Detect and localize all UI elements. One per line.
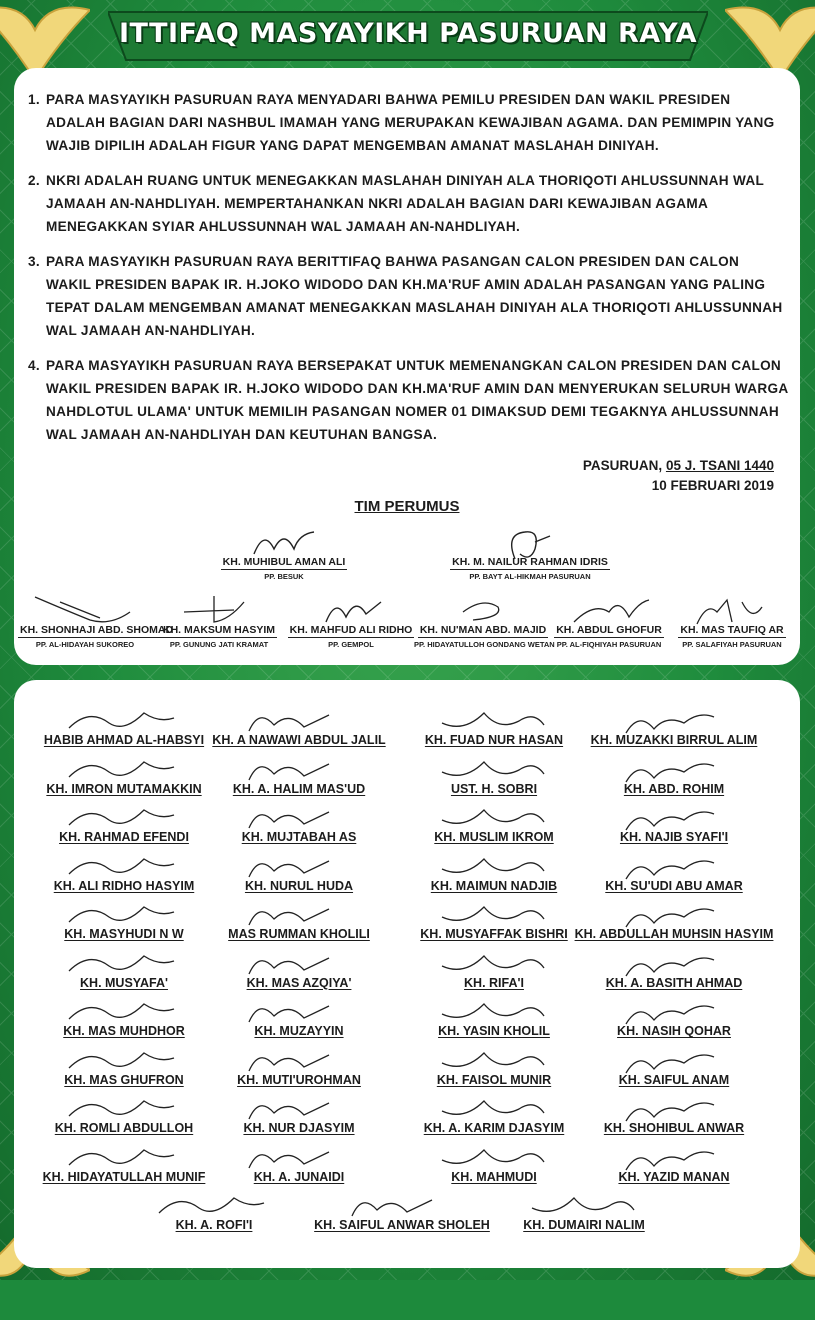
signatory-name: KH. NAJIB SYAFI'I [619, 830, 729, 844]
signatory [24, 879, 224, 893]
perumus-signature [414, 620, 555, 649]
signatory [394, 879, 594, 893]
point-number: 1. [28, 92, 40, 107]
signatory [574, 976, 774, 990]
signatory-name: KH. MUTI'UROHMAN [237, 1072, 361, 1087]
signatory [24, 1121, 224, 1135]
signatory [24, 976, 224, 990]
perumus-signature [450, 552, 610, 581]
perumus-org: PP. AL-FIQHIYAH PASURUAN [556, 640, 662, 649]
signatory-name: KH. MAS MUHDHOR [63, 1024, 185, 1038]
signatory-name: KH. NURUL HUDA [244, 878, 354, 893]
signatory [24, 1024, 224, 1038]
signatory [199, 1024, 399, 1038]
signatory-name: UST. H. SOBRI [450, 781, 538, 796]
perumus-signature [550, 620, 668, 649]
signatory-name: KH. MUJTABAH AS [241, 830, 357, 844]
signatory-name: KH. RAHMAD EFENDI [59, 830, 189, 844]
perumus-org: PP. GUNUNG JATI KRAMAT [169, 640, 269, 649]
point-text: PARA MASYAYIKH PASURUAN RAYA MENYADARI BAHWA PEMILU PRESIDEN DAN WAKIL PRESIDEN ADALAH BAGIAN DARI NASHBUL IMAMAH YANG MERUPAKAN KEWAJIBAN AGAMA. DAN PEMIMPIN YANG WAJIB DIPILIH ADALAH FIGUR YANG DAPAT MENGEMBAN AMANAT MASLAHAH DINIYAH. [46, 92, 775, 153]
signatory-name: KH. ROMLI ABDULLOH [54, 1121, 194, 1135]
point-text: NKRI ADALAH RUANG UNTUK MENEGAKKAN MASLAHAH DINIYAH ALA THORIQOTI AHLUSSUNNAH WAL JAMAAH AN-NAHDLIYAH. MEMPERTAHANKAN NKRI ADALAH BAGIAN DARI KEWAJIBAN AGAMA MENEGAKKAN SYIAR AHLUSSUNNAH WAL JAMAAH AN-NAHDLIYAH. [46, 173, 764, 234]
signatory [574, 733, 774, 747]
page-title: ITTIFAQ MASYAYIKH PASURUAN RAYA [119, 18, 697, 49]
statement-point [28, 250, 788, 342]
signatory [394, 1024, 594, 1038]
signatory-name: KH. MUZAKKI BIRRUL ALIM [590, 733, 758, 747]
point-number: 2. [28, 173, 40, 188]
signatory-name: KH. ALI RIDHO HASYIM [53, 878, 195, 893]
signatory-name: HABIB AHMAD AL-HABSYI [43, 733, 205, 747]
signatory [574, 1024, 774, 1038]
signatory-name: KH. A. ROFI'I [175, 1218, 253, 1232]
perumus-org: PP. BESUK [264, 572, 304, 581]
signatory-name: KH. YAZID MANAN [618, 1169, 730, 1184]
signatory-name: KH. SAIFUL ANAM [618, 1072, 730, 1087]
signatory [24, 1073, 224, 1087]
signatory [114, 1218, 314, 1232]
signatory [24, 1170, 224, 1184]
signatory [199, 830, 399, 844]
signatory-name: KH. MAHMUDI [451, 1169, 537, 1184]
perumus-org: PP. BAYT AL-HIKMAH PASURUAN [469, 572, 591, 581]
signatory [574, 879, 774, 893]
signatory-name: KH. NASIH QOHAR [617, 1024, 731, 1038]
statement-points [28, 88, 788, 458]
signatory [199, 1170, 399, 1184]
signatory-name: KH. MUSYAFFAK BISHRI [420, 927, 568, 941]
signatory-name: KH. A. BASITH AHMAD [605, 975, 743, 990]
signatory-name: KH. SU'UDI ABU AMAR [605, 878, 743, 893]
signatory [394, 830, 594, 844]
signatory-name: KH. A. HALIM MAS'UD [232, 781, 366, 796]
signatory [199, 1121, 399, 1135]
signatory [24, 830, 224, 844]
perumus-name: KH. MUHIBUL AMAN ALI [222, 556, 346, 568]
signatory [394, 976, 594, 990]
signatory-name: KH. A NAWAWI ABDUL JALIL [212, 733, 386, 747]
signatory-name: KH. NUR DJASYIM [243, 1121, 355, 1135]
perumus-signature [209, 552, 359, 581]
signatory [199, 782, 399, 796]
signatory-name: MAS RUMMAN KHOLILI [228, 927, 370, 941]
date-hijri: 05 J. TSANI 1440 [665, 458, 774, 473]
statement-point [28, 169, 788, 238]
perumus-org: PP. SALAFIYAH PASURUAN [682, 640, 782, 649]
perumus-signature [670, 620, 794, 649]
title-banner [108, 6, 708, 66]
signatory-name: KH. RIFA'I [464, 975, 524, 990]
signature-icon [244, 524, 324, 558]
point-number: 4. [28, 358, 40, 373]
signatory-name: KH. SAIFUL ANWAR SHOLEH [314, 1218, 490, 1232]
signatory [394, 1121, 594, 1135]
signatory-name: KH. ABD. ROHIM [623, 781, 725, 796]
signatory-name: KH. MUSYAFA' [80, 975, 168, 990]
place-prefix: PASURUAN, [582, 458, 663, 473]
signatory-name: KH. HIDAYATULLAH MUNIF [42, 1169, 206, 1184]
perumus-name: KH. ABDUL GHOFUR [556, 624, 662, 636]
statement-point [28, 354, 788, 446]
perumus-name: KH. MAS TAUFIQ AR [680, 624, 784, 636]
signature-icon [311, 592, 391, 626]
signature-icon [174, 592, 264, 626]
signatory [574, 782, 774, 796]
signatory-name: KH. A. KARIM DJASYIM [423, 1121, 565, 1135]
date-masehi: 10 FEBRUARI 2019 [651, 478, 774, 493]
signature-icon [30, 592, 140, 626]
signatory [24, 927, 224, 941]
signature-icon [443, 592, 523, 626]
perumus-name: KH. MAKSUM HASYIM [163, 624, 275, 636]
point-text: PARA MASYAYIKH PASURUAN RAYA BERSEPAKAT UNTUK MEMENANGKAN CALON PRESIDEN DAN CALON WAKIL PRESIDEN BAPAK IR. H.JOKO WIDODO DAN KH.MA'RUF AMIN DAN MENYERUKAN SELURUH WARGA NAHDLOTUL ULAMA' UNTUK MEMILIH PASANGAN NOMER 01 DIMAKSUD DEMI TEGAKNYA AHLUSSUNNAH WAL JAMAAH AN-NAHDLIYAH DAN KEUTUHAN BANGSA. [46, 358, 788, 442]
signatory [394, 1073, 594, 1087]
signatory [574, 1170, 774, 1184]
signatory [484, 1218, 684, 1232]
signatory-name: KH. MAS GHUFRON [64, 1072, 184, 1087]
place-and-date [583, 456, 774, 496]
signatory-name: KH. MUZAYYIN [254, 1024, 344, 1038]
perumus-name: KH. MAHFUD ALI RIDHO [289, 624, 413, 636]
signatory-name: KH. FUAD NUR HASAN [424, 733, 564, 747]
signatory-name: KH. MUSLIM IKROM [434, 830, 554, 844]
perumus-signature [154, 620, 284, 649]
signatory-name: KH. MASYHUDI N W [64, 927, 184, 941]
perumus-name: KH. SHONHAJI ABD. SHOMAD [20, 624, 174, 636]
perumus-signature [18, 620, 174, 649]
signatory-name: KH. IMRON MUTAMAKKIN [46, 781, 202, 796]
signatory-name: KH. FAISOL MUNIR [436, 1072, 552, 1087]
signatory [199, 976, 399, 990]
perumus-org: PP. AL-HIDAYAH SUKOREO [35, 640, 135, 649]
signatory-name: KH. DUMAIRI NALIM [523, 1218, 645, 1232]
tim-perumus-heading: TIM PERUMUS [354, 498, 460, 515]
signatory-name: KH. YASIN KHOLIL [438, 1024, 550, 1038]
signatory-name: KH. A. JUNAIDI [253, 1169, 345, 1184]
point-number: 3. [28, 254, 40, 269]
signatory [199, 1073, 399, 1087]
signatory [24, 733, 224, 747]
perumus-org: PP. HIDAYATULLOH GONDANG WETAN [414, 640, 555, 649]
perumus-name: KH. M. NAILUR RAHMAN IDRIS [452, 556, 608, 568]
signatory [302, 1218, 502, 1232]
signatory [199, 879, 399, 893]
signatory [394, 1170, 594, 1184]
signatory [574, 1121, 774, 1135]
signatory [199, 927, 399, 941]
signatory [394, 782, 594, 796]
perumus-name: KH. NU'MAN ABD. MAJID [419, 624, 547, 636]
perumus-signature [286, 620, 416, 649]
perumus-org: PP. GEMPOL [328, 640, 374, 649]
signatory [199, 733, 399, 747]
signatory [574, 830, 774, 844]
signatories-panel [14, 680, 800, 1268]
signatory [394, 733, 594, 747]
signatory-name: KH. SHOHIBUL ANWAR [603, 1121, 745, 1135]
signatory-name: KH. MAIMUN NADJIB [430, 878, 558, 893]
point-text: PARA MASYAYIKH PASURUAN RAYA BERITTIFAQ BAHWA PASANGAN CALON PRESIDEN DAN CALON WAKIL PRESIDEN BAPAK IR. H.JOKO WIDODO DAN KH.MA'RUF AMIN ADALAH PASANGAN YANG PALING TEPAT DALAM MENGEMBAN AMANAT MENEGAKKAN MASLAHAH DINIYAH ALA THORIQOTI AHLUSSUNNAH WAL JAMAAH AN-NAHDLIYAH. [46, 254, 783, 338]
statement-panel [14, 68, 800, 665]
signatory-name: KH. MAS AZQIYA' [246, 975, 352, 990]
signatory [574, 1073, 774, 1087]
statement-point [28, 88, 788, 157]
signatory [24, 782, 224, 796]
signatory [574, 927, 774, 941]
signatory [394, 927, 594, 941]
signatory-name: KH. ABDULLAH MUHSIN HASYIM [574, 927, 774, 941]
